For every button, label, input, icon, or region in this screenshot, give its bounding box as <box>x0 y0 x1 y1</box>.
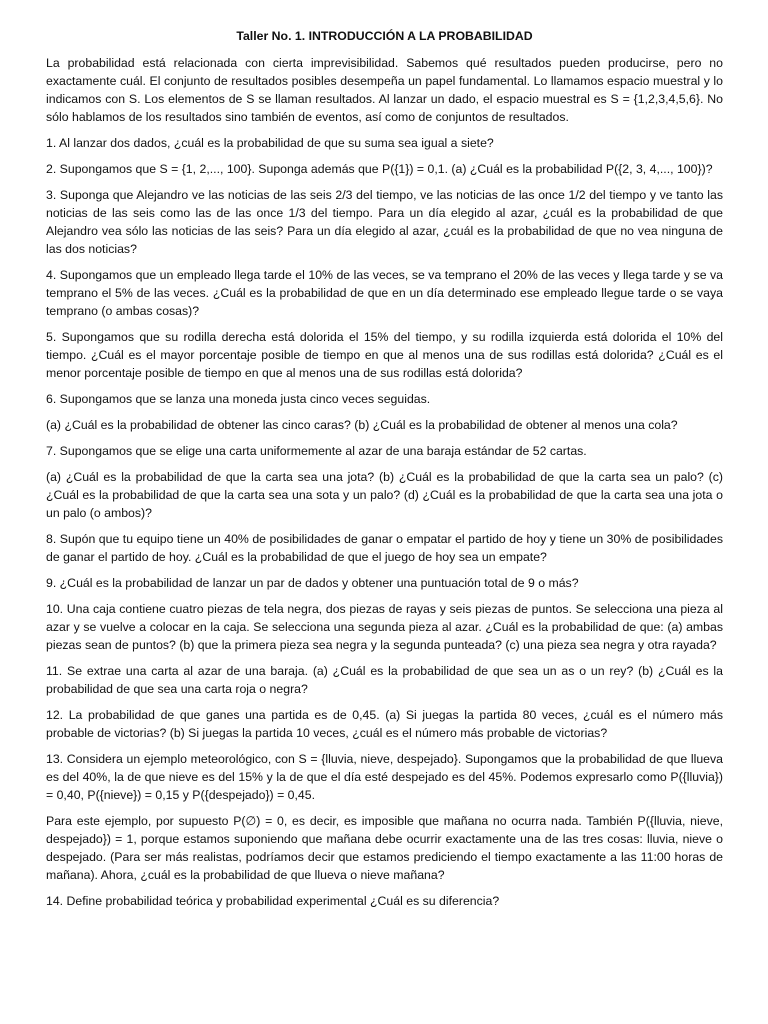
question-11: 11. Se extrae una carta al azar de una baraja. (a) ¿Cuál es la probabilidad de que sea un as o un rey? (b) ¿Cuál es la probabilidad de que sea una carta roja o negra? <box>46 664 723 696</box>
question-8: 8. Supón que tu equipo tiene un 40% de posibilidades de ganar o empatar el partido de hoy y tiene un 30% de posibilidades de ganar el partido de hoy. ¿Cuál es la probabilidad de que el juego de hoy sea un empate? <box>46 532 723 564</box>
question-2: 2. Supongamos que S = {1, 2,..., 100}. Suponga además que P({1}) = 0,1. (a) ¿Cuál es la probabilidad P({2, 3, 4,..., 100})? <box>46 162 713 176</box>
question-6: 6. Supongamos que se lanza una moneda justa cinco veces seguidas. <box>46 392 431 406</box>
question-7-parts: (a) ¿Cuál es la probabilidad de que la carta sea una jota? (b) ¿Cuál es la probabilidad de que la carta sea un palo? (c) ¿Cuál es la probabilidad de que la carta sea una sota y un palo? (d) ¿Cuál es la probabilidad de que la carta sea una jota o un palo (o ambos)? <box>46 470 723 520</box>
question-14: 14. Define probabilidad teórica y probabilidad experimental ¿Cuál es su diferencia? <box>46 894 500 908</box>
question-1: 1. Al lanzar dos dados, ¿cuál es la probabilidad de que su suma sea igual a siete? <box>46 136 494 150</box>
question-9: 9. ¿Cuál es la probabilidad de lanzar un par de dados y obtener una puntuación total de 9 o más? <box>46 576 579 590</box>
question-6-parts: (a) ¿Cuál es la probabilidad de obtener las cinco caras? (b) ¿Cuál es la probabilidad de obtener al menos una cola? <box>46 418 678 432</box>
document-title: Taller No. 1. INTRODUCCIÓN A LA PROBABILIDAD <box>236 29 533 43</box>
question-13-continued: Para este ejemplo, por supuesto P(∅) = 0, es decir, es imposible que mañana no ocurra nada. También P({lluvia, nieve, despejado}) = 1, porque estamos suponiendo que mañana debe ocurrir exactamente una de las tres cosas: lluvia, nieve o despejado. (Para ser más realistas, podríamos decir que estamos prediciendo el tiempo exactamente a las 11:00 horas de mañana). Ahora, ¿cuál es la probabilidad de que llueva o nieve mañana? <box>46 814 723 882</box>
question-4: 4. Supongamos que un empleado llega tarde el 10% de las veces, se va temprano el 20% de las veces y llega tarde y se va temprano el 5% de las veces. ¿Cuál es la probabilidad de que en un día determinado ese empleado llegue tarde o se vaya temprano (o ambas cosas)? <box>46 268 723 318</box>
question-12: 12. La probabilidad de que ganes una partida es de 0,45. (a) Si juegas la partida 80 veces, ¿cuál es el número más probable de victorias? (b) Si juegas la partida 10 veces, ¿cuál es el número más probable de victorias? <box>46 708 723 740</box>
question-3: 3. Suponga que Alejandro ve las noticias de las seis 2/3 del tiempo, ve las noticias de las once 1/2 del tiempo y ve tanto las noticias de las seis como las de las once 1/3 del tiempo. Para un día elegido al azar, ¿cuál es la probabilidad de que Alejandro vea sólo las noticias de las seis? Para un día elegido al azar, ¿cuál es la probabilidad de que no vea ninguna de las dos noticias? <box>46 188 723 256</box>
question-10: 10. Una caja contiene cuatro piezas de tela negra, dos piezas de rayas y seis piezas de puntos. Se selecciona una pieza al azar y se vuelve a colocar en la caja. Se selecciona una segunda pieza al azar. ¿Cuál es la probabilidad de que: (a) ambas piezas sean de puntos? (b) que la primera pieza sea negra y la segunda punteada? (c) una pieza sea negra y otra rayada? <box>46 602 723 652</box>
question-13: 13. Considera un ejemplo meteorológico, con S = {lluvia, nieve, despejado}. Supongamos que la probabilidad de que llueva es del 40%, la de que nieve es del 15% y la de que el día esté despejado es del 45%. Podemos expresarlo como P({lluvia}) = 0,40, P({nieve}) = 0,15 y P({despejado}) = 0,45. <box>46 752 723 802</box>
question-7: 7. Supongamos que se elige una carta uniformemente al azar de una baraja estándar de 52 cartas. <box>46 444 587 458</box>
question-5: 5. Supongamos que su rodilla derecha está dolorida el 15% del tiempo, y su rodilla izquierda está dolorida el 10% del tiempo. ¿Cuál es el mayor porcentaje posible de tiempo en que al menos una de sus rodillas está dolorida? ¿Cuál es el menor porcentaje posible de tiempo en que al menos una de sus rodillas está dolorida? <box>46 330 723 380</box>
intro-paragraph: La probabilidad está relacionada con cierta imprevisibilidad. Sabemos qué resultados pueden producirse, pero no exactamente cuál. El conjunto de resultados posibles desempeña un papel fundamental. Lo llamamos espacio muestral y lo indicamos con S. Los elementos de S se llaman resultados. Al lanzar un dado, el espacio muestral es S = {1,2,3,4,5,6}. No sólo hablamos de los resultados sino también de eventos, así como de conjuntos de resultados. <box>46 56 723 124</box>
